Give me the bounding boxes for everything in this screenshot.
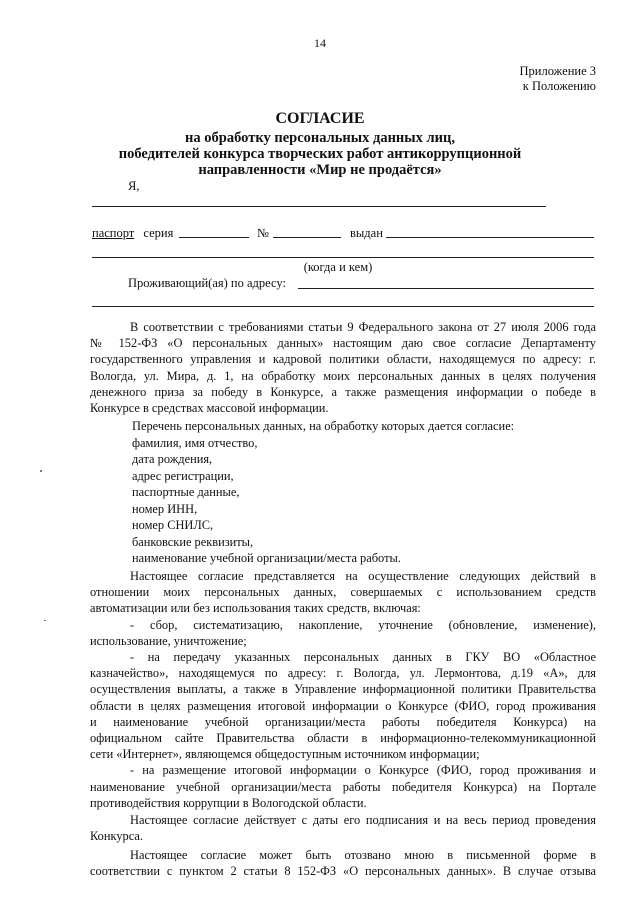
- i-label: Я,: [128, 179, 140, 193]
- paragraph-line: и наименование учебной организации/места работы победителя Конкурса) на: [90, 714, 596, 729]
- paragraph-line: осуществления выплаты, а также в Управление информационной политики Правительства: [90, 682, 596, 697]
- address-label: Проживающий(ая) по адресу:: [128, 276, 286, 290]
- paragraph-line: официальном сайте Правительства области в информационно-телекоммуникационной: [90, 731, 596, 746]
- paragraph-line: денежного приза за победу в Конкурсе, а также размещения информации о победе в: [90, 384, 596, 399]
- list-item: номер ИНН,: [132, 501, 198, 516]
- list-item: наименование учебной организации/места работы.: [132, 551, 401, 565]
- scan-speck: [44, 620, 46, 621]
- list-item: адрес регистрации,: [132, 468, 234, 483]
- list-item: дата рождения,: [132, 452, 213, 466]
- paragraph-line: Конкурса.: [90, 829, 143, 844]
- paragraph-4: [90, 847, 596, 879]
- paragraph-line: области в целях размещения итоговой информации о Конкурсе (ФИО, город проживания: [90, 698, 596, 713]
- appendix-note: [520, 64, 596, 94]
- paragraph-2: [90, 568, 596, 811]
- paragraph-line: Настоящее согласие может быть отозвано мною в письменной форме в: [130, 848, 596, 862]
- series-fill-line[interactable]: [179, 237, 249, 238]
- data-list: [132, 418, 514, 567]
- document-subtitle-line-2: победителей конкурса творческих работ антикоррупционной: [118, 146, 522, 162]
- list-intro: Перечень персональных данных, на обработку которых дается согласие:: [132, 419, 515, 433]
- list-item: фамилия, имя отчество,: [132, 435, 258, 450]
- list-item: банковские реквизиты,: [132, 534, 254, 549]
- paragraph-1: [90, 319, 596, 416]
- issued-by-fill-line[interactable]: [92, 257, 594, 258]
- paragraph-3: [90, 812, 596, 844]
- issued-label: выдан: [350, 226, 383, 240]
- paragraph-line: государственного управления и кадровой политики области, находящемуся по адресу: г.: [90, 352, 596, 367]
- page-number: 14: [314, 36, 326, 50]
- scan-speck: [40, 470, 42, 472]
- passport-word: паспорт: [92, 226, 135, 240]
- paragraph-line: Вологда, ул. Мира, д. 1, на обработку моих персональных данных в целях получения: [90, 368, 596, 383]
- appendix-line-1: Приложение 3: [519, 64, 596, 78]
- paragraph-line: использование, уничтожение;: [90, 633, 247, 648]
- document-subtitle-line-3: направленности «Мир не продаётся»: [198, 162, 442, 178]
- paragraph-line: В соответствии с требованиями статьи 9 Федерального закона от 27 июля 2006 года: [130, 320, 596, 334]
- paragraph-line: казначейство», находящемуся по адресу: г. Вологда, ул. Лермонтова, д.19 «А», для: [90, 666, 596, 681]
- paragraph-line: сети «Интернет», являющемся общедоступным источником информации;: [90, 747, 480, 762]
- paragraph-line: - на размещение итоговой информации о Конкурсе (ФИО, город проживания и: [130, 763, 596, 778]
- number-fill-line[interactable]: [273, 237, 341, 238]
- name-fill-line[interactable]: [92, 206, 546, 207]
- address-fill-line-2[interactable]: [92, 306, 594, 307]
- passport-label: [92, 226, 173, 241]
- series-label: серия: [143, 226, 174, 240]
- paragraph-line: автоматизации или без использования таких средств, включая:: [90, 601, 421, 616]
- address-fill-line[interactable]: [298, 288, 594, 289]
- issued-fill-line[interactable]: [386, 237, 594, 238]
- paragraph-line: отношении моих персональных данных, совершаемых с использованием средств: [90, 585, 596, 600]
- paragraph-line: Конкурсе в средствах массовой информации.: [90, 401, 329, 416]
- document-subtitle-line-1: на обработку персональных данных лиц,: [185, 130, 455, 146]
- list-item: номер СНИЛС,: [132, 518, 214, 532]
- paragraph-line: № 152-ФЗ «О персональных данных» настоящим даю свое согласие Департаменту: [90, 336, 596, 351]
- paragraph-line: противодействия коррупции в Вологодской области.: [90, 795, 367, 810]
- when-whom-caption: (когда и кем): [303, 260, 373, 274]
- number-label: №: [257, 226, 269, 240]
- paragraph-line: Настоящее согласие действует с даты его подписания и на весь период проведения: [130, 813, 596, 827]
- appendix-line-2: к Положению: [522, 79, 596, 93]
- paragraph-line: - сбор, систематизацию, накопление, уточнение (обновление, изменение),: [130, 617, 596, 632]
- list-item: паспортные данные,: [132, 485, 240, 499]
- paragraph-line: Настоящее согласие представляется на осуществление следующих действий в: [130, 569, 596, 583]
- paragraph-line: - на передачу указанных персональных данных в ГКУ ВО «Областное: [130, 650, 596, 665]
- paragraph-line: соответствии с пунктом 2 статьи 8 152-ФЗ «О персональных данных». В случае отзыва: [90, 864, 596, 879]
- document-title: СОГЛАСИЕ: [275, 110, 365, 127]
- paragraph-line: наименование учебной организации/места работы победителя Конкурса) на Портале: [90, 779, 596, 794]
